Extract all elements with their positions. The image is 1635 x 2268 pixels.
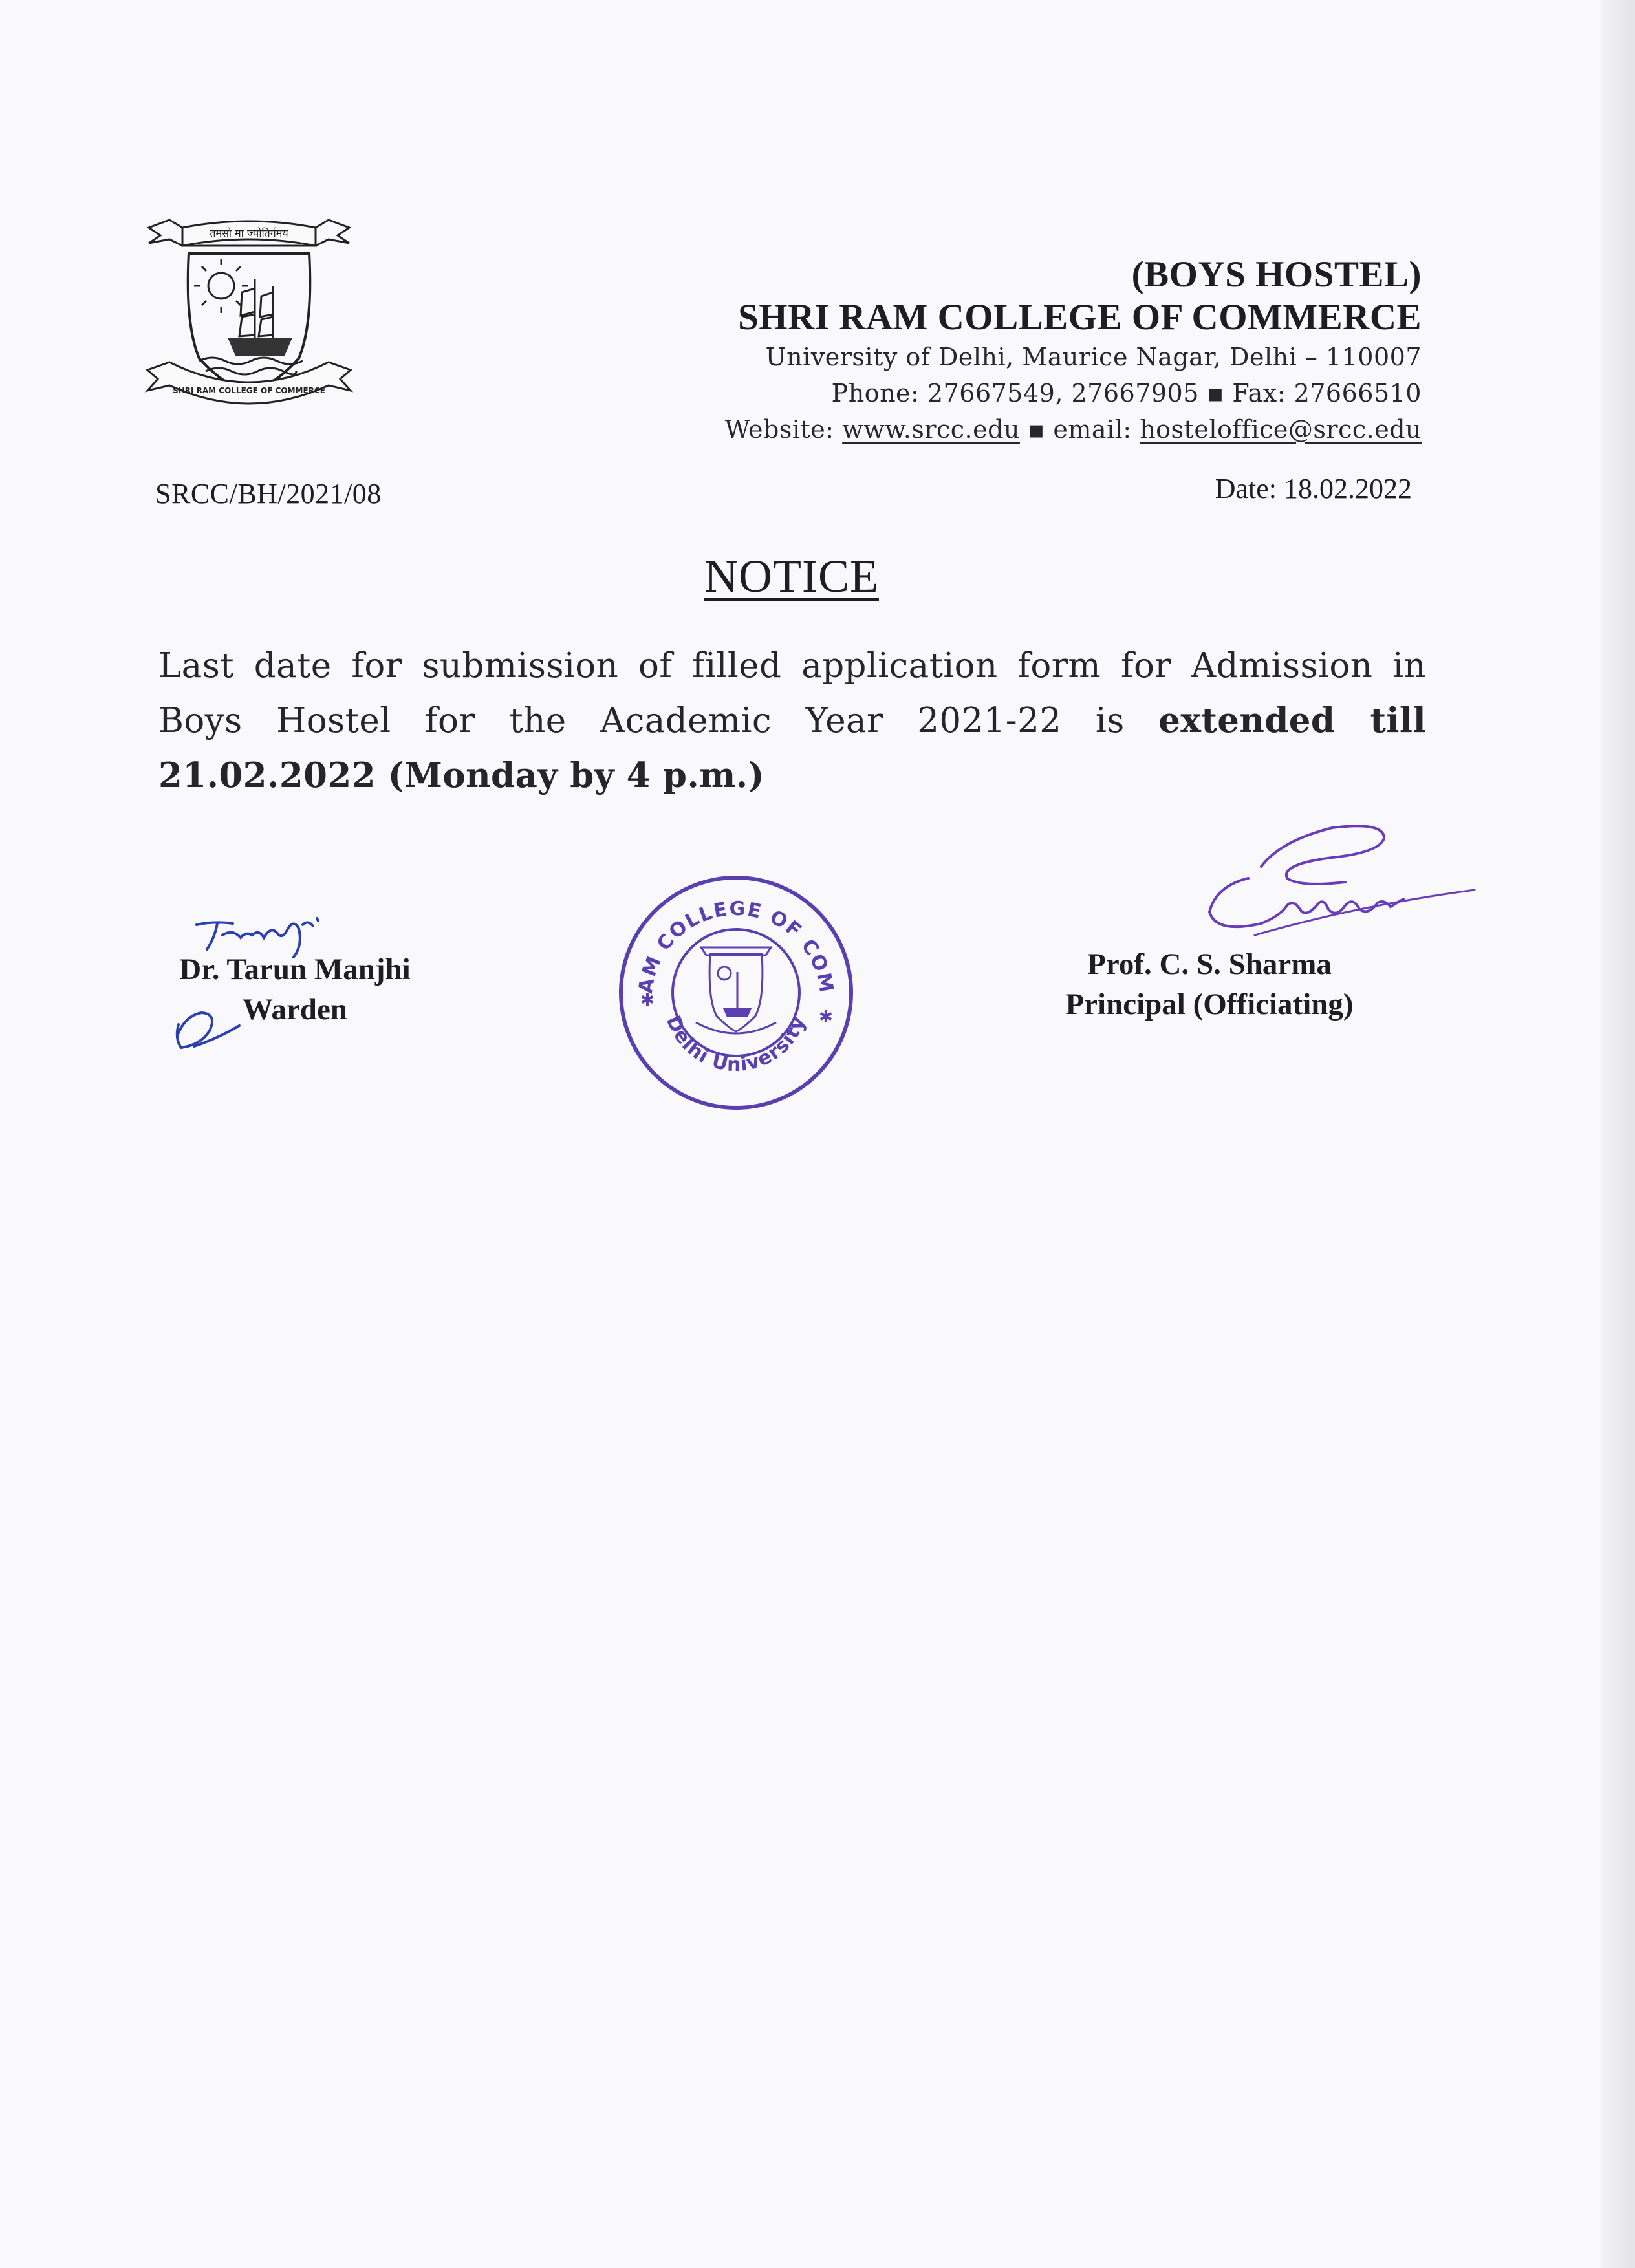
phone-fax-line: Phone: 27667549, 27667905 ▪ Fax: 27666510 <box>831 379 1422 407</box>
svg-text:SHRI RAM COLLEGE OF COMMERCE <box>603 852 838 995</box>
email-prefix: ▪ email: <box>1019 415 1140 444</box>
page-edge-shadow <box>1601 0 1635 2268</box>
logo-ribbon-text: SHRI RAM COLLEGE OF COMMERCE <box>173 386 325 395</box>
website-prefix: Website: <box>724 415 843 444</box>
svg-text:Delhi University <box>662 1013 811 1077</box>
college-name: SHRI RAM COLLEGE OF COMMERCE <box>738 297 1422 338</box>
email-link[interactable]: hosteloffice@srcc.edu <box>1140 415 1422 444</box>
logo-banner-text: तमसो मा ज्योतिर्गमय <box>210 227 288 239</box>
principal-name: Prof. C. S. Sharma <box>1087 947 1332 981</box>
reference-number: SRCC/BH/2021/08 <box>155 478 382 510</box>
letterhead <box>516 254 1422 448</box>
website-link[interactable]: www.srcc.edu <box>842 415 1020 444</box>
notice-date: Date: 18.02.2022 <box>1215 473 1412 504</box>
warden-block <box>159 949 431 1030</box>
college-logo <box>144 208 354 406</box>
notice-title: NOTICE <box>704 550 879 602</box>
stamp-star-right: ✱ <box>819 1008 833 1027</box>
notice-body <box>158 639 1426 803</box>
notice-body-text: Last date for submission of filled application form for Admission in Boys Hostel for the Academic Year 2021-22 is <box>158 646 1426 740</box>
principal-signature <box>1190 802 1488 951</box>
notice-body-highlight: extended till 21.02.2022 (Monday by 4 p.m.) <box>158 700 1426 795</box>
college-stamp <box>603 852 859 1116</box>
address-line: University of Delhi, Maurice Nagar, Delhi – 110007 <box>765 343 1422 371</box>
stamp-bottom-text: Delhi University <box>661 1012 811 1077</box>
stamp-top-text: SHRI RAM COLLEGE OF COMMERCE <box>603 852 838 996</box>
principal-block <box>1035 944 1384 1024</box>
stamp-star-left: ✱ <box>640 991 655 1010</box>
hostel-name: (BOYS HOSTEL) <box>1131 254 1422 295</box>
principal-title: Principal (Officiating) <box>1065 988 1354 1021</box>
warden-title: Warden <box>243 993 347 1026</box>
contact-line <box>516 411 1422 448</box>
warden-name: Dr. Tarun Manjhi <box>179 953 411 986</box>
